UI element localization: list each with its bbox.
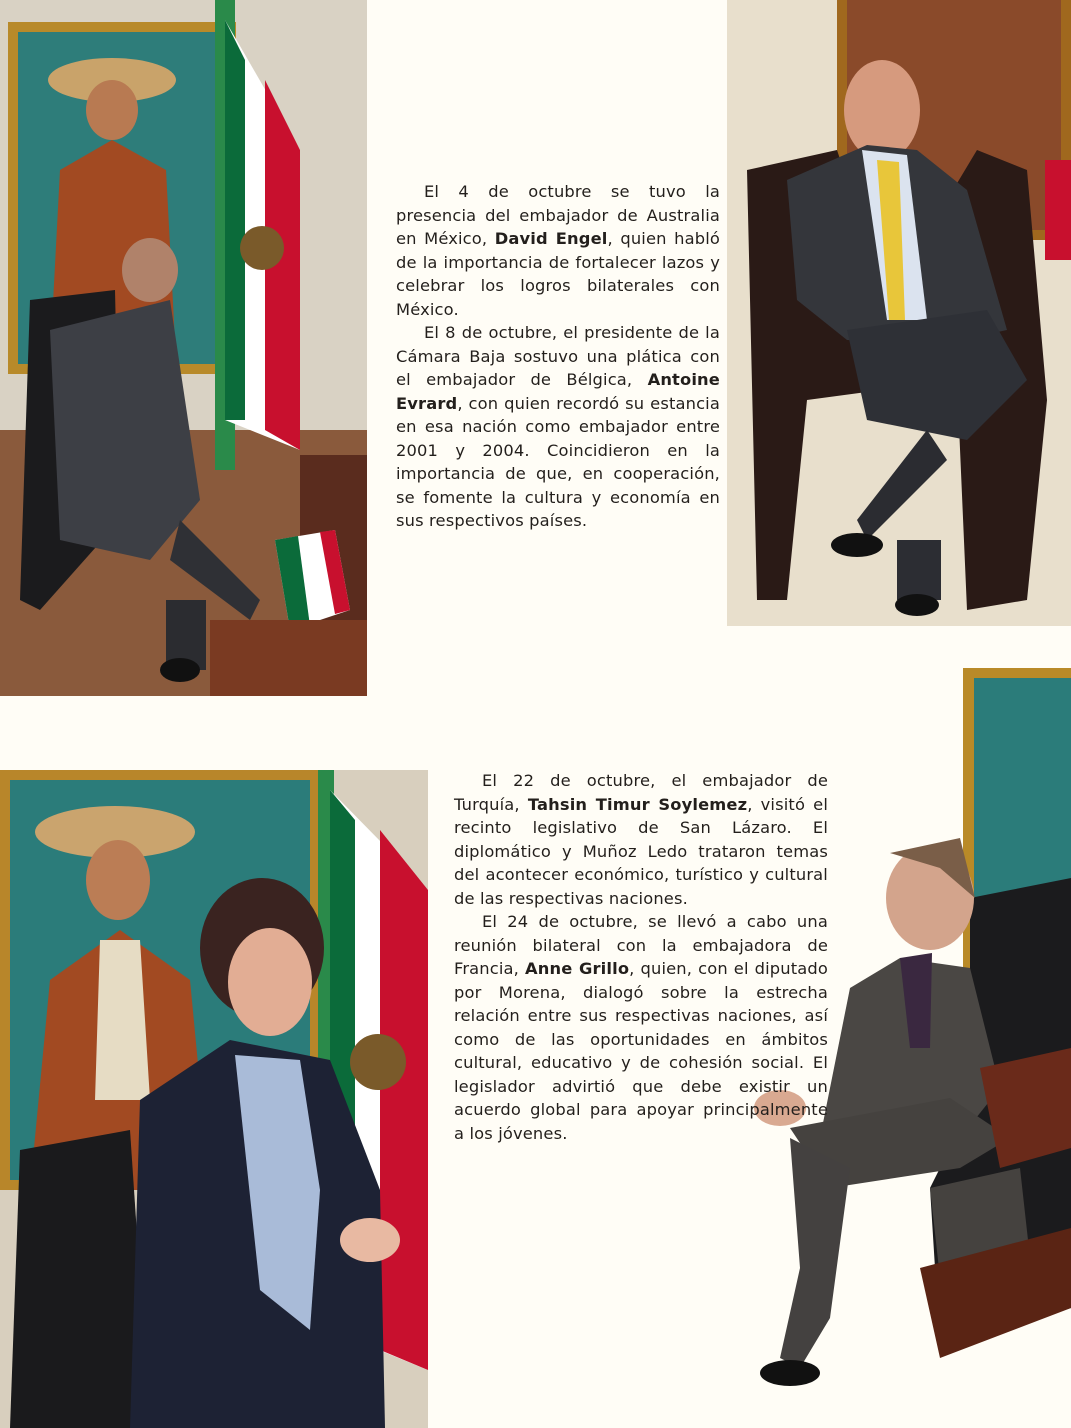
text-run: , con quien recordó su estancia en esa nación como embajador entre 2001 y 2004. Coincidieron en la importancia de que, en cooperación, se fomente la cultura y economía en sus respectivos países. <box>396 393 720 530</box>
ambassador-name: Tahsin Timur Soylemez <box>527 794 748 814</box>
text-run: El 8 de octubre, el presidente de la Cámara Baja sostuvo una plática con el embajador de Bélgica, <box>396 323 720 389</box>
paragraph-australia <box>396 180 720 321</box>
photo-france-ambassador <box>0 770 428 1428</box>
paragraph-france <box>454 910 828 1145</box>
article-text-top <box>396 180 720 533</box>
photo-belgium-ambassador <box>0 0 367 696</box>
text-run: , visitó el recinto legislativo de San Lázaro. El diplomático y Muñoz Ledo trataron temas del acontecer económico, turístico y cultural de las respectivas naciones. <box>454 794 828 908</box>
text-run: , quien habló de la importancia de fortalecer lazos y celebrar los logros bilaterales con México. <box>396 229 720 319</box>
ambassador-name: Antoine Evrard <box>396 370 720 413</box>
article-text-bottom <box>454 769 828 1145</box>
text-run: El 24 de octubre, se llevó a cabo una reunión bilateral con la embajadora de Francia, <box>454 912 828 978</box>
ambassador-name: Anne Grillo <box>525 959 630 978</box>
text-run: El 22 de octubre, el embajador de Turquía, <box>454 771 828 814</box>
paragraph-turkey <box>454 769 828 910</box>
text-run: , quien, con el diputado por Morena, dialogó sobre la estrecha relación entre sus respectivas naciones, así como de las oportunidades en ámbitos cultural, educativo y de cohesión social. El legislador advirtió que debe existir un acuerdo global para apoyar principalmente a los jóvenes. <box>454 959 829 1143</box>
photo-australia-ambassador <box>727 0 1071 626</box>
ambassador-name: David Engel <box>494 229 608 248</box>
paragraph-belgium <box>396 321 720 533</box>
text-run: El 4 de octubre se tuvo la presencia del embajador de Australia en México, <box>396 182 720 248</box>
